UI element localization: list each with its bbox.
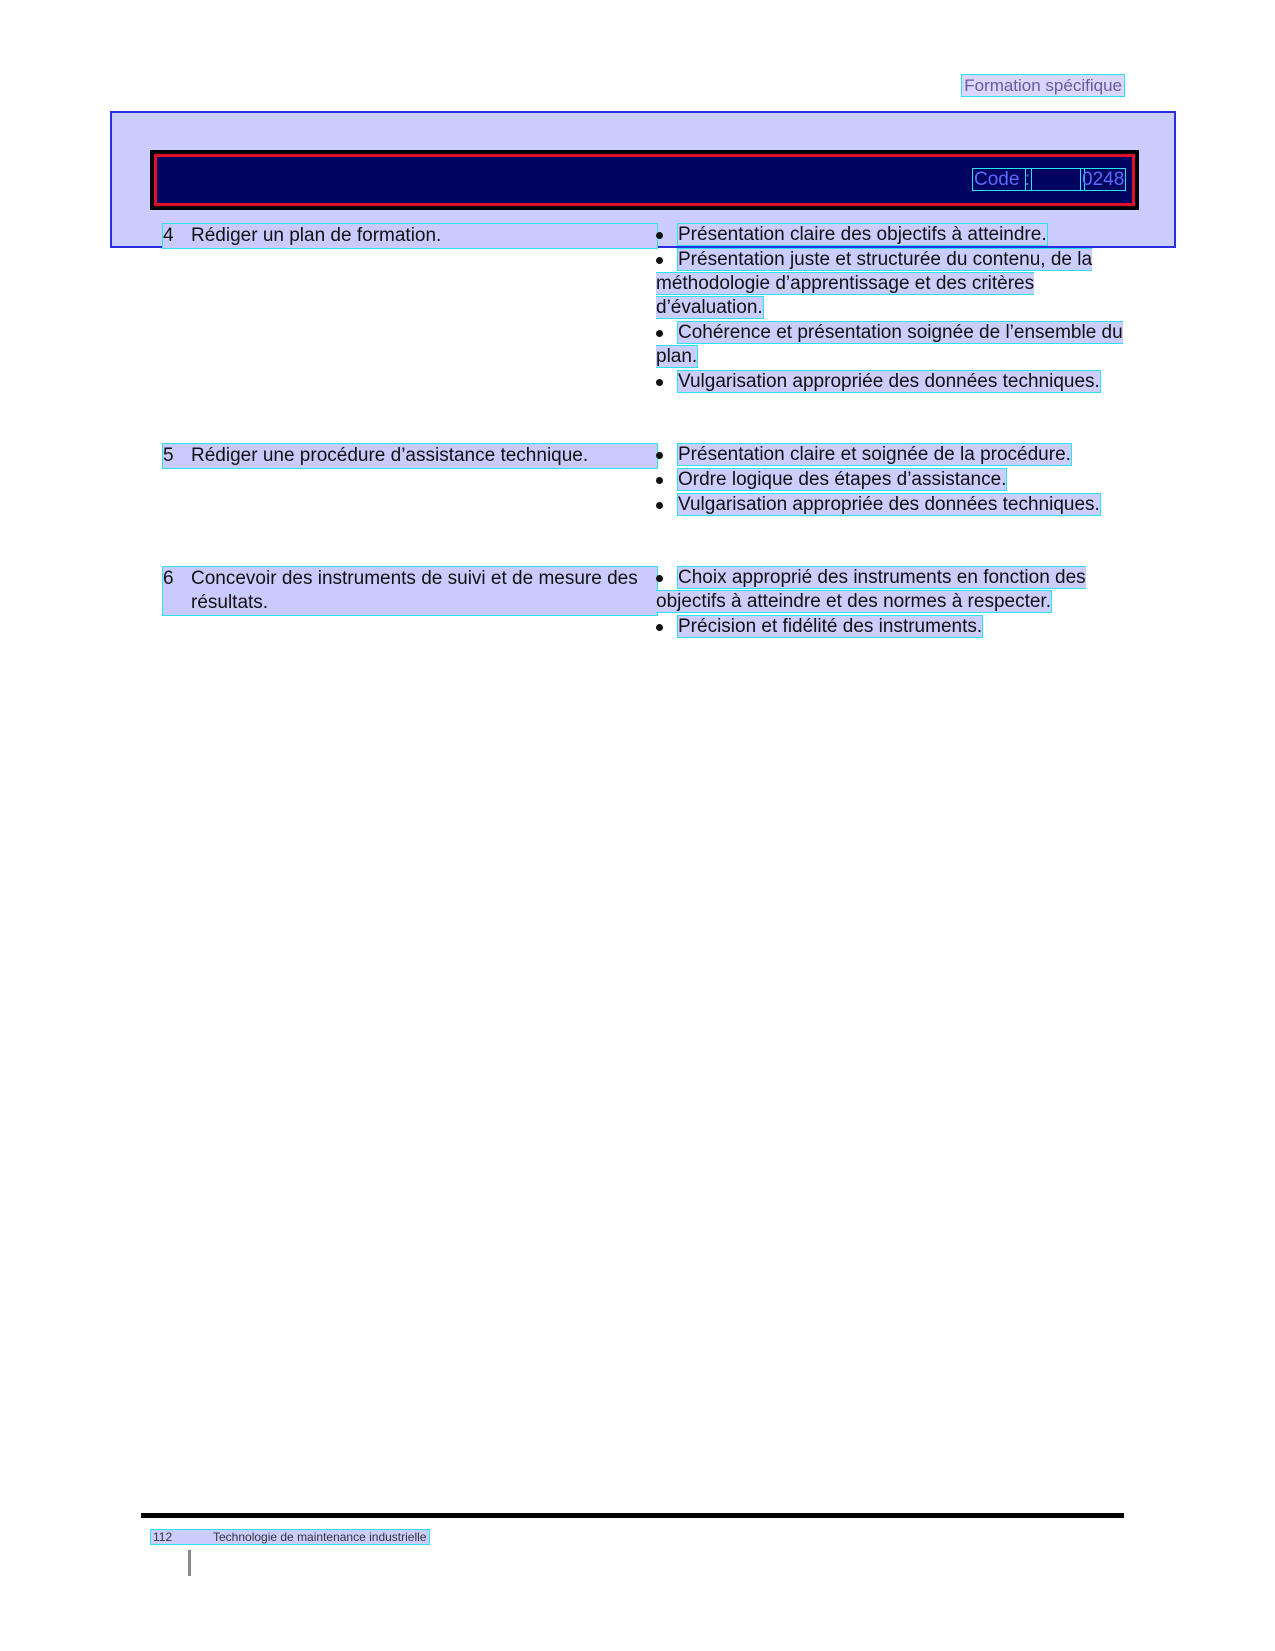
running-header: Formation spécifique: [961, 74, 1125, 97]
criteria-list: [656, 223, 1124, 395]
criteria-item: Précision et fidélité des instruments.: [656, 615, 1124, 639]
bullet-icon: [656, 452, 663, 459]
criteria-list: [656, 443, 1124, 518]
step-number: 6: [163, 568, 174, 589]
bullet-icon: [656, 575, 663, 582]
footer-rule: [141, 1513, 1124, 1518]
bullet-icon: [656, 257, 663, 264]
step-text: [162, 223, 658, 249]
step-number: 4: [163, 225, 174, 246]
step-text: [162, 443, 658, 469]
step-number: 5: [163, 445, 174, 466]
footer: [150, 1529, 430, 1545]
bullet-icon: [656, 330, 663, 337]
bullet-icon: [656, 232, 663, 239]
criteria-item: Choix approprié des instruments en fonction des objectifs à atteindre et des normes à respecter.: [656, 567, 1086, 612]
criteria-item: Présentation claire des objectifs à atteindre.: [656, 223, 1124, 247]
code-value: 0248: [1082, 169, 1125, 190]
criteria-list: [656, 566, 1124, 640]
bullet-icon: [656, 477, 663, 484]
criteria-item: Ordre logique des étapes d’assistance.: [656, 468, 1124, 492]
criteria-item: Cohérence et présentation soignée de l’ensemble du plan.: [656, 322, 1123, 367]
criteria-item: Vulgarisation appropriée des données techniques.: [656, 370, 1124, 394]
step-label: Concevoir des instruments de suivi et de mesure des résultats.: [191, 568, 638, 613]
bullet-icon: [656, 379, 663, 386]
bullet-icon: [656, 502, 663, 509]
code-separator: [1025, 168, 1085, 191]
code-label: Code :: [974, 169, 1030, 190]
criteria-item: Présentation juste et structurée du contenu, de la méthodologie d’apprentissage et des critères d’évaluation.: [656, 249, 1093, 318]
page-number: 112: [153, 1530, 173, 1544]
step-label: Rédiger une procédure d’assistance technique.: [191, 445, 589, 466]
bullet-icon: [656, 624, 663, 631]
criteria-item: Présentation claire et soignée de la procédure.: [656, 443, 1124, 467]
step-text: [162, 566, 658, 616]
footer-title: Technologie de maintenance industrielle: [213, 1530, 427, 1544]
step-label: Rédiger un plan de formation.: [191, 225, 442, 246]
criteria-item: Vulgarisation appropriée des données techniques.: [656, 493, 1124, 517]
footer-marker: [188, 1550, 191, 1576]
